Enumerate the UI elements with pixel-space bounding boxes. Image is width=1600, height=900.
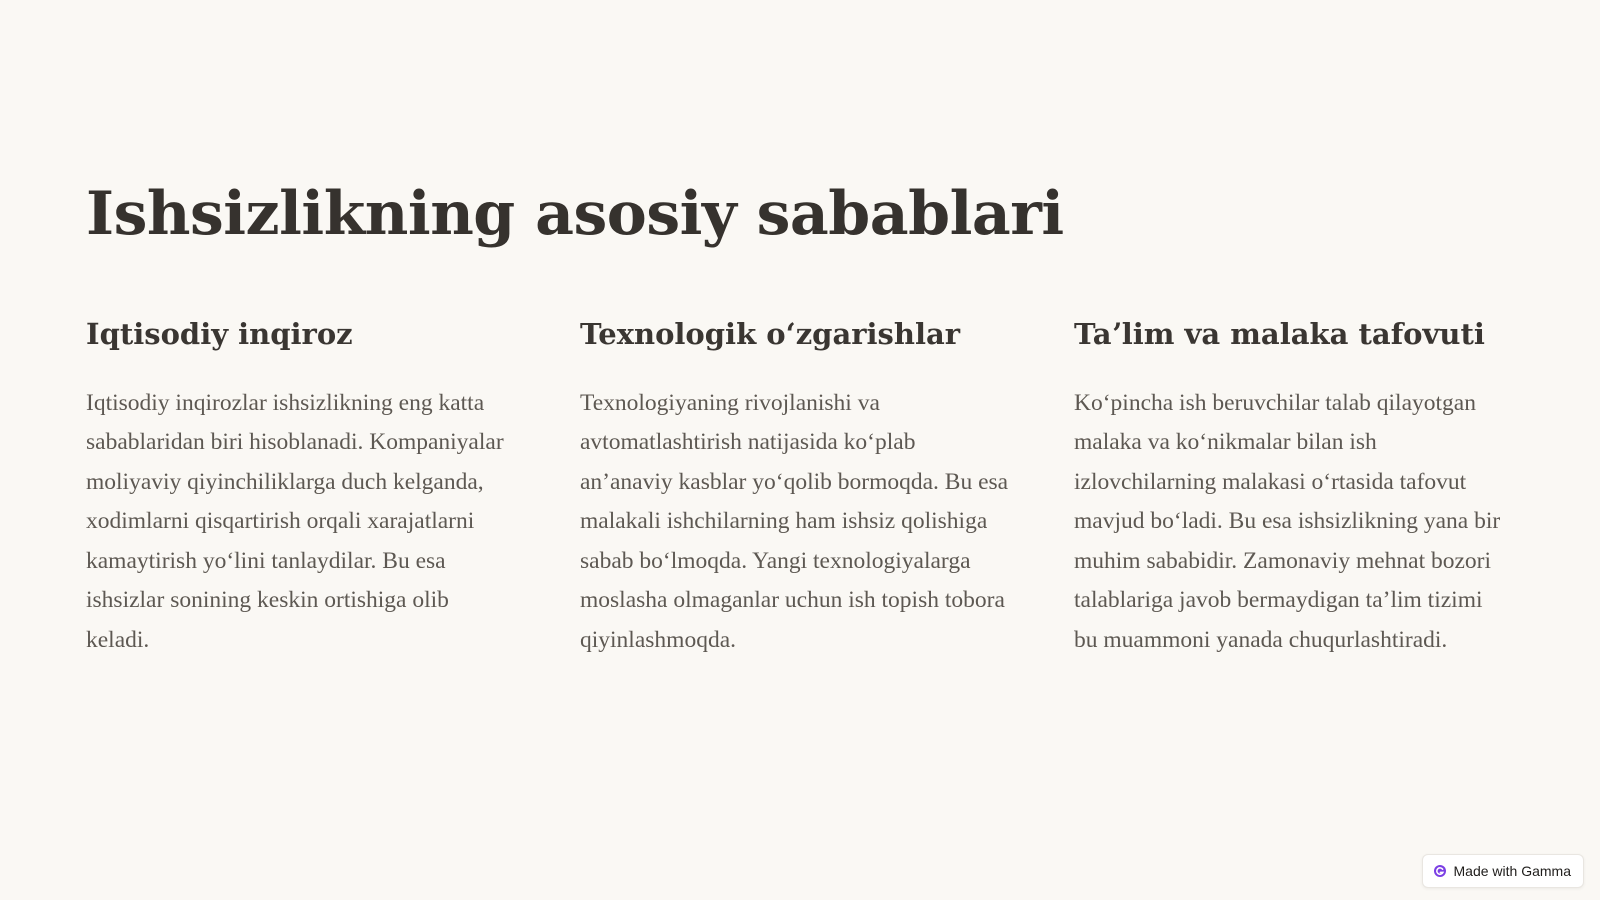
column-body: Iqtisodiy inqirozlar ishsizlikning eng katta sabablaridan biri hisoblanadi. Kompaniyalar moliyaviy qiyinchiliklarga duch kelganda, xodimlarni qisqartirish orqali xarajatlarni kamaytirish yoʻlini tanlaydilar. Bu esa ishsizlar sonining keskin ortishiga olib keladi. [86,389,504,653]
column-technological-changes [580,316,1012,660]
slide-title: Ishsizlikning asosiy sabablari [86,179,1064,249]
badge-label: Made with Gamma [1453,863,1571,879]
made-with-gamma-badge[interactable] [1422,854,1584,888]
column-heading: Taʼlim va malaka tafovuti [1074,317,1485,351]
column-body: Koʻpincha ish beruvchilar talab qilayotgan malaka va koʻnikmalar bilan ish izlovchilarning malakasi oʻrtasida tafovut mavjud boʻladi. Bu esa ishsizlikning yana bir muhim sababidir. Zamonaviy mehnat bozori talablariga javob bermaydigan taʼlim tizimi bu muammoni yanada chuqurlashtiradi. [1074,389,1501,653]
column-heading: Texnologik oʻzgarishlar [580,317,961,351]
column-body: Texnologiyaning rivojlanishi va avtomatlashtirish natijasida koʻplab anʼanaviy kasblar yoʻqolib bormoqda. Bu esa malakali ishchilarning ham ishsiz qolishiga sabab boʻlmoqda. Yangi texnologiyalarga moslasha olmaganlar uchun ish topish tobora qiyinlashmoqda. [580,389,1009,653]
gamma-logo-icon [1433,864,1447,878]
column-economic-crisis [86,316,518,660]
column-education-skills-gap [1074,316,1506,660]
columns [86,316,1536,660]
column-heading: Iqtisodiy inqiroz [86,317,353,351]
